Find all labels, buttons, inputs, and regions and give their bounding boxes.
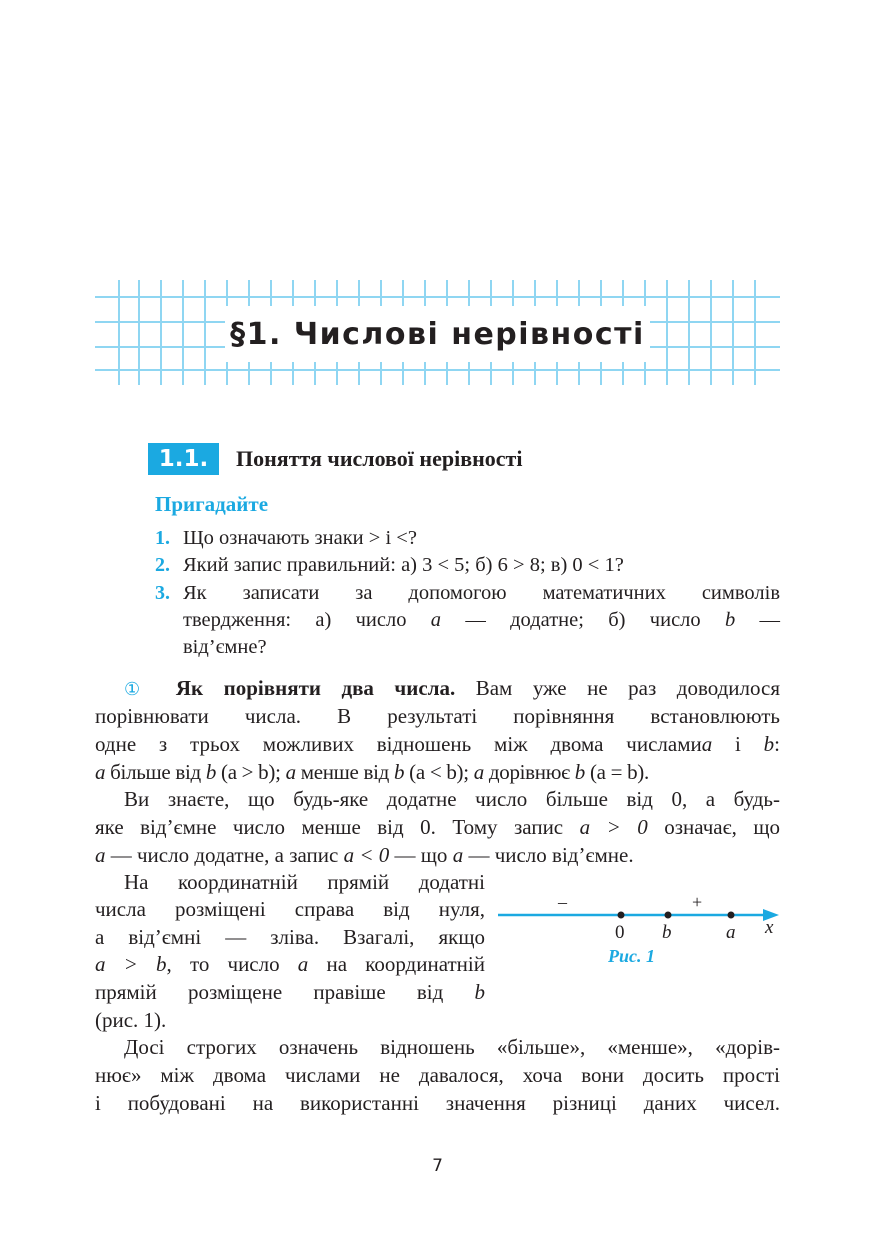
circled-one-icon: ①: [124, 679, 156, 700]
paragraph-line: одне з трьох можливих відношень між двома числамиa і b:: [95, 732, 780, 756]
paragraph-line: яке від’ємне число менше від 0. Тому запис a > 0 означає, що: [95, 815, 780, 839]
paragraph-line: На координатній прямій додатні: [124, 870, 485, 894]
paragraph-line: а від’ємні — зліва. Взагалі, якщо: [95, 925, 485, 949]
paragraph-line: і побудовані на використанні значення різниці даних чисел.: [95, 1091, 780, 1115]
paragraph-line: нює» між двома числами не давалося, хоча вони досить прості: [95, 1063, 780, 1087]
chapter-banner: [95, 280, 780, 385]
paragraph-line: (рис. 1).: [95, 1008, 167, 1032]
chapter-title: §1. Числові нерівності: [230, 317, 645, 352]
page-number: 7: [432, 1156, 443, 1176]
question-number: 1.: [155, 527, 170, 549]
point-a: [728, 912, 735, 919]
paragraph-line: ① Як порівняти два числа. Вам уже не раз доводилося: [124, 676, 781, 700]
recall-heading: Пригадайте: [155, 492, 269, 516]
section-number-badge: 1.1.: [148, 443, 219, 475]
paragraph-line: a більше від b (a > b); a менше від b (a < b); a дорівнює b (a = b).: [95, 760, 649, 784]
plus-sign: +: [692, 892, 703, 912]
paragraph-line: числа розміщені справа від нуля,: [95, 897, 485, 921]
point-b: [665, 912, 672, 919]
paragraph-line: прямій розміщене правіше від b: [95, 980, 486, 1004]
section-title: Поняття числової нерівності: [236, 446, 523, 471]
question-number: 2.: [155, 554, 170, 576]
point-zero: [618, 912, 625, 919]
question-text: Який запис правильний: а) 3 < 5; б) 6 > 8; в) 0 < 1?: [183, 554, 624, 576]
question-number: 3.: [155, 582, 170, 604]
label-zero: 0: [615, 922, 625, 943]
paragraph-line: a > b, то число a на координатній: [95, 952, 485, 976]
minus-sign: –: [558, 892, 567, 912]
paragraph-line: порівнювати числа. В результаті порівняння встановлюють: [95, 704, 780, 728]
question-text: Як записати за допомогою математичних символів: [183, 582, 780, 604]
figure-caption: Рис. 1: [608, 946, 655, 966]
label-x: x: [765, 917, 774, 938]
paragraph-line: Досі строгих означень відношень «більше», «менше», «дорів-: [124, 1035, 780, 1059]
question-text: твердження: а) число a — додатне; б) число b —: [183, 609, 781, 631]
number-line-figure: [495, 888, 785, 946]
question-text: від’ємне?: [183, 636, 267, 658]
paragraph-line: Ви знаєте, що будь-яке додатне число більше від 0, а будь-: [124, 787, 780, 811]
label-a: a: [726, 922, 736, 943]
question-text: Що означають знаки > і <?: [183, 527, 417, 549]
paragraph-line: a — число додатне, а запис a < 0 — що a — число від’ємне.: [95, 843, 634, 867]
label-b: b: [662, 922, 672, 943]
